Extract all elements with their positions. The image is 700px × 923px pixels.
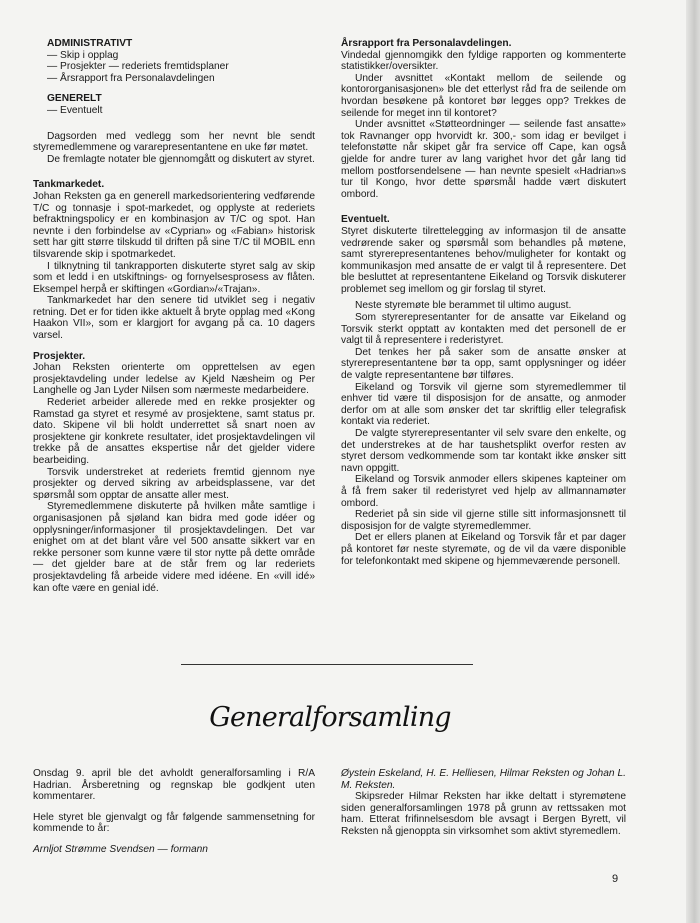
body-paragraph: Vindedal gjennomgikk den fyldige rapporten og kommenterte statistikker/oversikter. — [341, 49, 626, 73]
list-item: — Skip i opplag — [47, 49, 119, 61]
body-paragraph: Johan Reksten orienterte om opprettelsen av egen prosjektavdeling under ledelse av Kjeld Næsheim og Per Langhelle og Jan Lyder Nilsen som nærmeste medarbeidere. — [33, 362, 315, 397]
body-paragraph: Styret diskuterte tilrettelegging av informasjon til de ansatte vedrørende saker og spørsmål som behandles på møtene, samt styrerepresentantenes behov/muligheter for kontakt og kommunikasjon med ansatte de er valgt til å representere. Det ble besluttet at representantene Eikeland og Torsvik diskuterer problemet seg imellom og gir forslag til styret. — [341, 225, 626, 295]
list-item: — Prosjekter — rederiets fremtidsplaner — [47, 61, 229, 73]
generelt-heading: GENERELT — [47, 93, 102, 105]
body-paragraph: I tilknytning til tankrapporten diskuterte styret salg av skip som et ledd i en utskiftnings- og fornyelsesprosess av flåten. Eksempel herpå er skiftingen «Gordian»/«Trajan». — [33, 260, 315, 295]
generelt-list — [47, 105, 315, 117]
body-paragraph: Tankmarkedet har den senere tid utviklet seg i negativ retning. Det er for tiden ikke aktuelt å bryte opplag med «Kong Haakon VII», som er klargjort for avgang på ca. 10 dagers varsel. — [33, 295, 315, 342]
administrativt-section — [33, 38, 315, 117]
list-item: — Eventuelt — [47, 104, 103, 116]
body-paragraph: De valgte styrerepresentanter vil selv svare den enkelte, og det understrekes at de har taushetsplikt overfor resten av styret dersom vedkommende som tar kontakt ikke ønsker sitt navn oppgitt. — [341, 428, 626, 474]
generalforsamling-right — [341, 768, 626, 838]
body-paragraph: Neste styremøte ble berammet til ultimo august. — [355, 300, 572, 312]
body-paragraph: Som styrerepresentanter for de ansatte var Eikeland og Torsvik sterkt opptatt av kontakten med det personell de er valgt til å representere i rederistyret. — [341, 312, 626, 347]
administrativt-list — [47, 50, 315, 85]
right-column — [341, 38, 626, 567]
arsrapport-heading: Årsrapport fra Personalavdelingen. — [341, 38, 512, 49]
body-paragraph: Johan Reksten ga en generell markedsorientering vedførende T/C og tonnasje i spot-markedet, og opplyste at rederiets befraktningspolicy er en kombinasjon av T/C og spot. Han nevnte i den forbindelse av «Cyprian» og «Fabian» historisk sett har gitt større tilskudd til driften på sine T/C til MOBIL enn tilsvarende skip i spotmarkedet. — [33, 190, 315, 260]
generalforsamling-left — [33, 768, 315, 856]
body-paragraph: Rederiet på sin side vil gjerne stille sitt informasjonsnett til disposisjon for de valgte styremedlemmer. — [341, 509, 626, 532]
body-paragraph: Eikeland og Torsvik anmoder ellers skipenes kapteiner om å få frem saker til rederistyret ved hjelp av allmannamøter ombord. — [341, 474, 626, 509]
administrativt-heading: ADMINISTRATIVT — [47, 38, 133, 49]
intro-paragraph: Dagsorden med vedlegg som her nevnt ble sendt styremedlemmene og vararepresentantene en uke før møtet. — [33, 130, 315, 154]
section-divider — [181, 664, 473, 665]
eventuelt-heading: Eventuelt. — [341, 214, 390, 226]
board-members-line: Øystein Eskeland, H. E. Helliesen, Hilmar Reksten og Johan L. M. Reksten. — [341, 768, 626, 791]
body-paragraph: Eikeland og Torsvik vil gjerne som styremedlemmer til enhver tid være til disposisjon for de ansatte, og anmoder derfor om at alle som ønsker det tar skriftlig eller telegrafisk kontakt via rederiet. — [341, 381, 626, 428]
list-item: — Årsrapport fra Personalavdelingen — [47, 72, 215, 84]
body-paragraph: Det tenkes her på saker som de ansatte ønsker at styrerepresentantene bør ta opp, samt opplysninger og idéer de valgte representantene bør tilføres. — [341, 346, 626, 382]
intro-paragraph: De fremlagte notater ble gjennomgått og diskutert av styret. — [47, 153, 315, 165]
page-spine — [686, 0, 700, 923]
body-paragraph: Torsvik understreket at rederiets fremtid gjennom nye prosjekter og derved sikring av arbeidsplassene, var det spørsmål som opptar de ansatte aller mest. — [33, 466, 315, 501]
body-paragraph: Under avsnittet «Kontakt mellom de seilende og kontororganisasjonen» ble det etterlyst råd fra de seilende om hvordan besøkene på kontoret bør legges opp? Trekkes de seilende for meget inn til kontoret? — [341, 72, 626, 119]
body-paragraph: Hele styret ble gjenvalgt og får følgende sammensetning for kommende to år: — [33, 811, 315, 835]
left-column — [33, 38, 315, 594]
body-paragraph: Det er ellers planen at Eikeland og Torsvik får et par dager på kontoret før neste styremøte, og de vil da være disponible for telefonkontakt med skipene og hjemmeværende personell. — [341, 532, 626, 567]
page-number: 9 — [612, 873, 619, 885]
generalforsamling-title: Generalforsamling — [209, 702, 451, 733]
prosjekter-heading: Prosjekter. — [33, 350, 86, 362]
body-paragraph: Skipsreder Hilmar Reksten har ikke deltatt i styremøtene siden generalforsamlingen 1978 på grunn av rettssaken mot ham. Etterat frifinnelsesdom ble avsagt i Bergen Byrett, vil Reksten nå gjenoppta sin virksomhet som aktivt styremedlem. — [341, 791, 626, 837]
body-paragraph: Rederiet arbeider allerede med en rekke prosjekter og Ramstad ga styret et resymé av prosjektene, samt status pr. dato. Skipene vil bli holdt underrettet så snart noen av prosjektene gir konkrete resultater, idet prosjektavdelingen vil trekke på de ansattes ekspertise når det gjelder videre bearbeiding. — [33, 397, 315, 466]
body-paragraph: Under avsnittet «Støtteordninger — seilende fast ansatte» tok Ravnanger opp hvorvidt kr. 300,- som idag er bevilget i telefonstøtte når skipet går fra service off Cape, kan også gjelde for andre turer av lang varighet hvor det går lang tid mellom postforsendelsene — han nevnte spesielt «Hadrian»s tur til Kongo, hvor dette spørsmål hadde vært diskutert ombord. — [341, 119, 626, 200]
body-paragraph: Styremedlemmene diskuterte på hvilken måte samtlige i organisasjonen på sjøland kan bidra med gode idéer og opplysninger/informasjoner til prosjektavdelingen. Det var enighet om at det blant våre vel 500 ansatte sikkert var en rekke personer som kunne være til stor nytte på dette område — det gjelder bare at de står frem og lar rederiets prosjektavdeling få arbeide videre med idéene. En «vill idé» kan ofte være en genial idé. — [33, 501, 315, 594]
tankmarkedet-heading: Tankmarkedet. — [33, 179, 105, 191]
body-paragraph: Onsdag 9. april ble det avholdt generalforsamling i R/A Hadrian. Årsberetning og regnskap ble godkjent uten kommentarer. — [33, 768, 315, 803]
board-members-line: Arnljot Strømme Svendsen — formann — [33, 843, 208, 855]
